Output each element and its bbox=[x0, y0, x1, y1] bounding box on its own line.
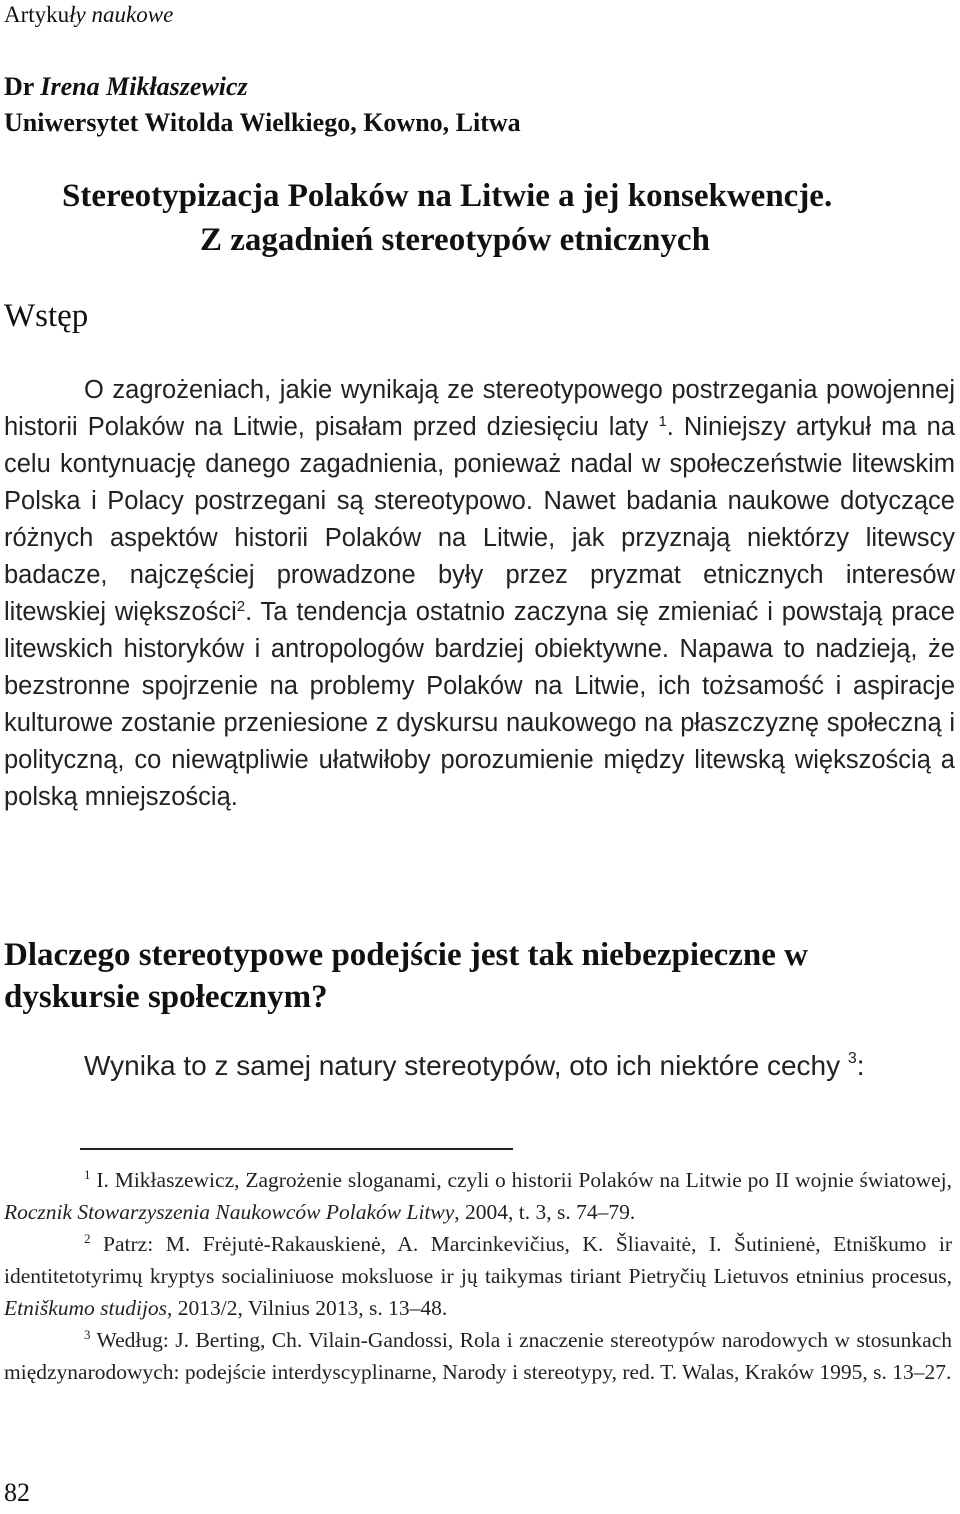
article-title-line1: Stereotypizacja Polaków na Litwie a jej konsekwencje. bbox=[62, 178, 833, 214]
footnote-2 bbox=[4, 1228, 952, 1324]
intro-text-part1: O zagrożeniach, jakie wynikają ze stereotypowego postrzegania powojennej historii Polaków na Litwie, pisałam przed dziesięciu laty bbox=[4, 376, 955, 441]
running-header-part-a: Artyku bbox=[4, 2, 70, 27]
article-title-line2: Z zagadnień stereotypów etnicznych bbox=[200, 222, 710, 258]
footnote-ref-3[interactable]: 3 bbox=[847, 1050, 857, 1067]
footnotes bbox=[4, 1164, 952, 1388]
intro-text-part3: . Ta tendencja ostatnio zaczyna się zmieniać i powstają prace litewskich historyków i antropologów bardziej obiektywne. Napawa to nadzieją, że bezstronne spojrzenie na problemy Polaków na Litwie, ich tożsamość i aspiracje kulturowe zostanie przeniesione z dyskursu naukowego na płaszczyznę społeczną i polityczną, co niewątpliwie ułatwiłoby porozumienie między litewską większością a polską mniejszością. bbox=[4, 598, 955, 811]
footnote-source-title: Etniškumo studijos bbox=[4, 1296, 168, 1320]
lead-sentence bbox=[84, 1050, 865, 1082]
lead-text: Wynika to z samej natury stereotypów, oto ich niektóre cechy bbox=[84, 1050, 841, 1081]
footnote-number: 2 bbox=[84, 1231, 91, 1246]
footnote-text-end: , 2013/2, Vilnius 2013, s. 13–48. bbox=[167, 1296, 448, 1320]
lead-suffix: : bbox=[856, 1050, 865, 1081]
author-title: Dr bbox=[4, 72, 34, 101]
footnote-text: Patrz: M. Frėjutė-Rakauskienė, A. Marcinkevičius, K. Šliavaitė, I. Šutinienė, Etniškumo ir identitetotyrimų kryptys socialiniuose moksluose ir jų taikymas tiriant Pietryčių Lietuvos etninius procesus, bbox=[4, 1232, 952, 1288]
intro-paragraph bbox=[4, 372, 955, 816]
author-name: Irena Mikłaszewicz bbox=[40, 72, 248, 101]
footnote-text-end: , 2004, t. 3, s. 74–79. bbox=[454, 1200, 636, 1224]
author-affiliation: Uniwersytet Witolda Wielkiego, Kowno, Litwa bbox=[4, 108, 521, 137]
footnote-divider bbox=[80, 1148, 513, 1150]
question-heading: Dlaczego stereotypowe podejście jest tak niebezpieczne w dyskursie społecznym? bbox=[4, 937, 809, 1015]
running-header-part-b: ły naukowe bbox=[69, 2, 174, 27]
footnote-number: 1 bbox=[84, 1167, 91, 1182]
footnote-text: I. Mikłaszewicz, Zagrożenie sloganami, czyli o historii Polaków na Litwie po II wojnie światowej, bbox=[96, 1168, 952, 1192]
footnote-text: Według: J. Berting, Ch. Vilain-Gandossi, Rola i znaczenie stereotypów narodowych w stosunkach międzynarodowych: podejście interdyscyplinarne, Narody i stereotypy, red. T. Walas, Kraków 1995, s. 13–27. bbox=[4, 1328, 952, 1384]
author-line bbox=[4, 72, 248, 102]
footnote-ref-2[interactable]: 2 bbox=[236, 598, 246, 615]
footnote-1 bbox=[4, 1164, 952, 1228]
footnote-source-title: Rocznik Stowarzyszenia Naukowców Polaków Litwy bbox=[4, 1200, 455, 1224]
footnote-ref-1[interactable]: 1 bbox=[658, 413, 667, 430]
intro-text-part2: . Niniejszy artykuł ma na celu kontynuację danego zagadnienia, ponieważ nadal w społeczeństwie litewskim Polska i Polacy postrzegani są stereotypowo. Nawet badania naukowe dotyczące różnych aspektów historii Polaków na Litwie, jak przyznają niektórzy litewscy badacze, najczęściej prowadzone były przez pryzmat etnicznych interesów litewskiej większości bbox=[4, 413, 956, 626]
page-number: 82 bbox=[4, 1478, 30, 1507]
footnote-number: 3 bbox=[84, 1327, 91, 1342]
footnote-3 bbox=[4, 1324, 952, 1388]
intro-heading: Wstęp bbox=[4, 298, 89, 334]
running-header bbox=[4, 2, 173, 28]
